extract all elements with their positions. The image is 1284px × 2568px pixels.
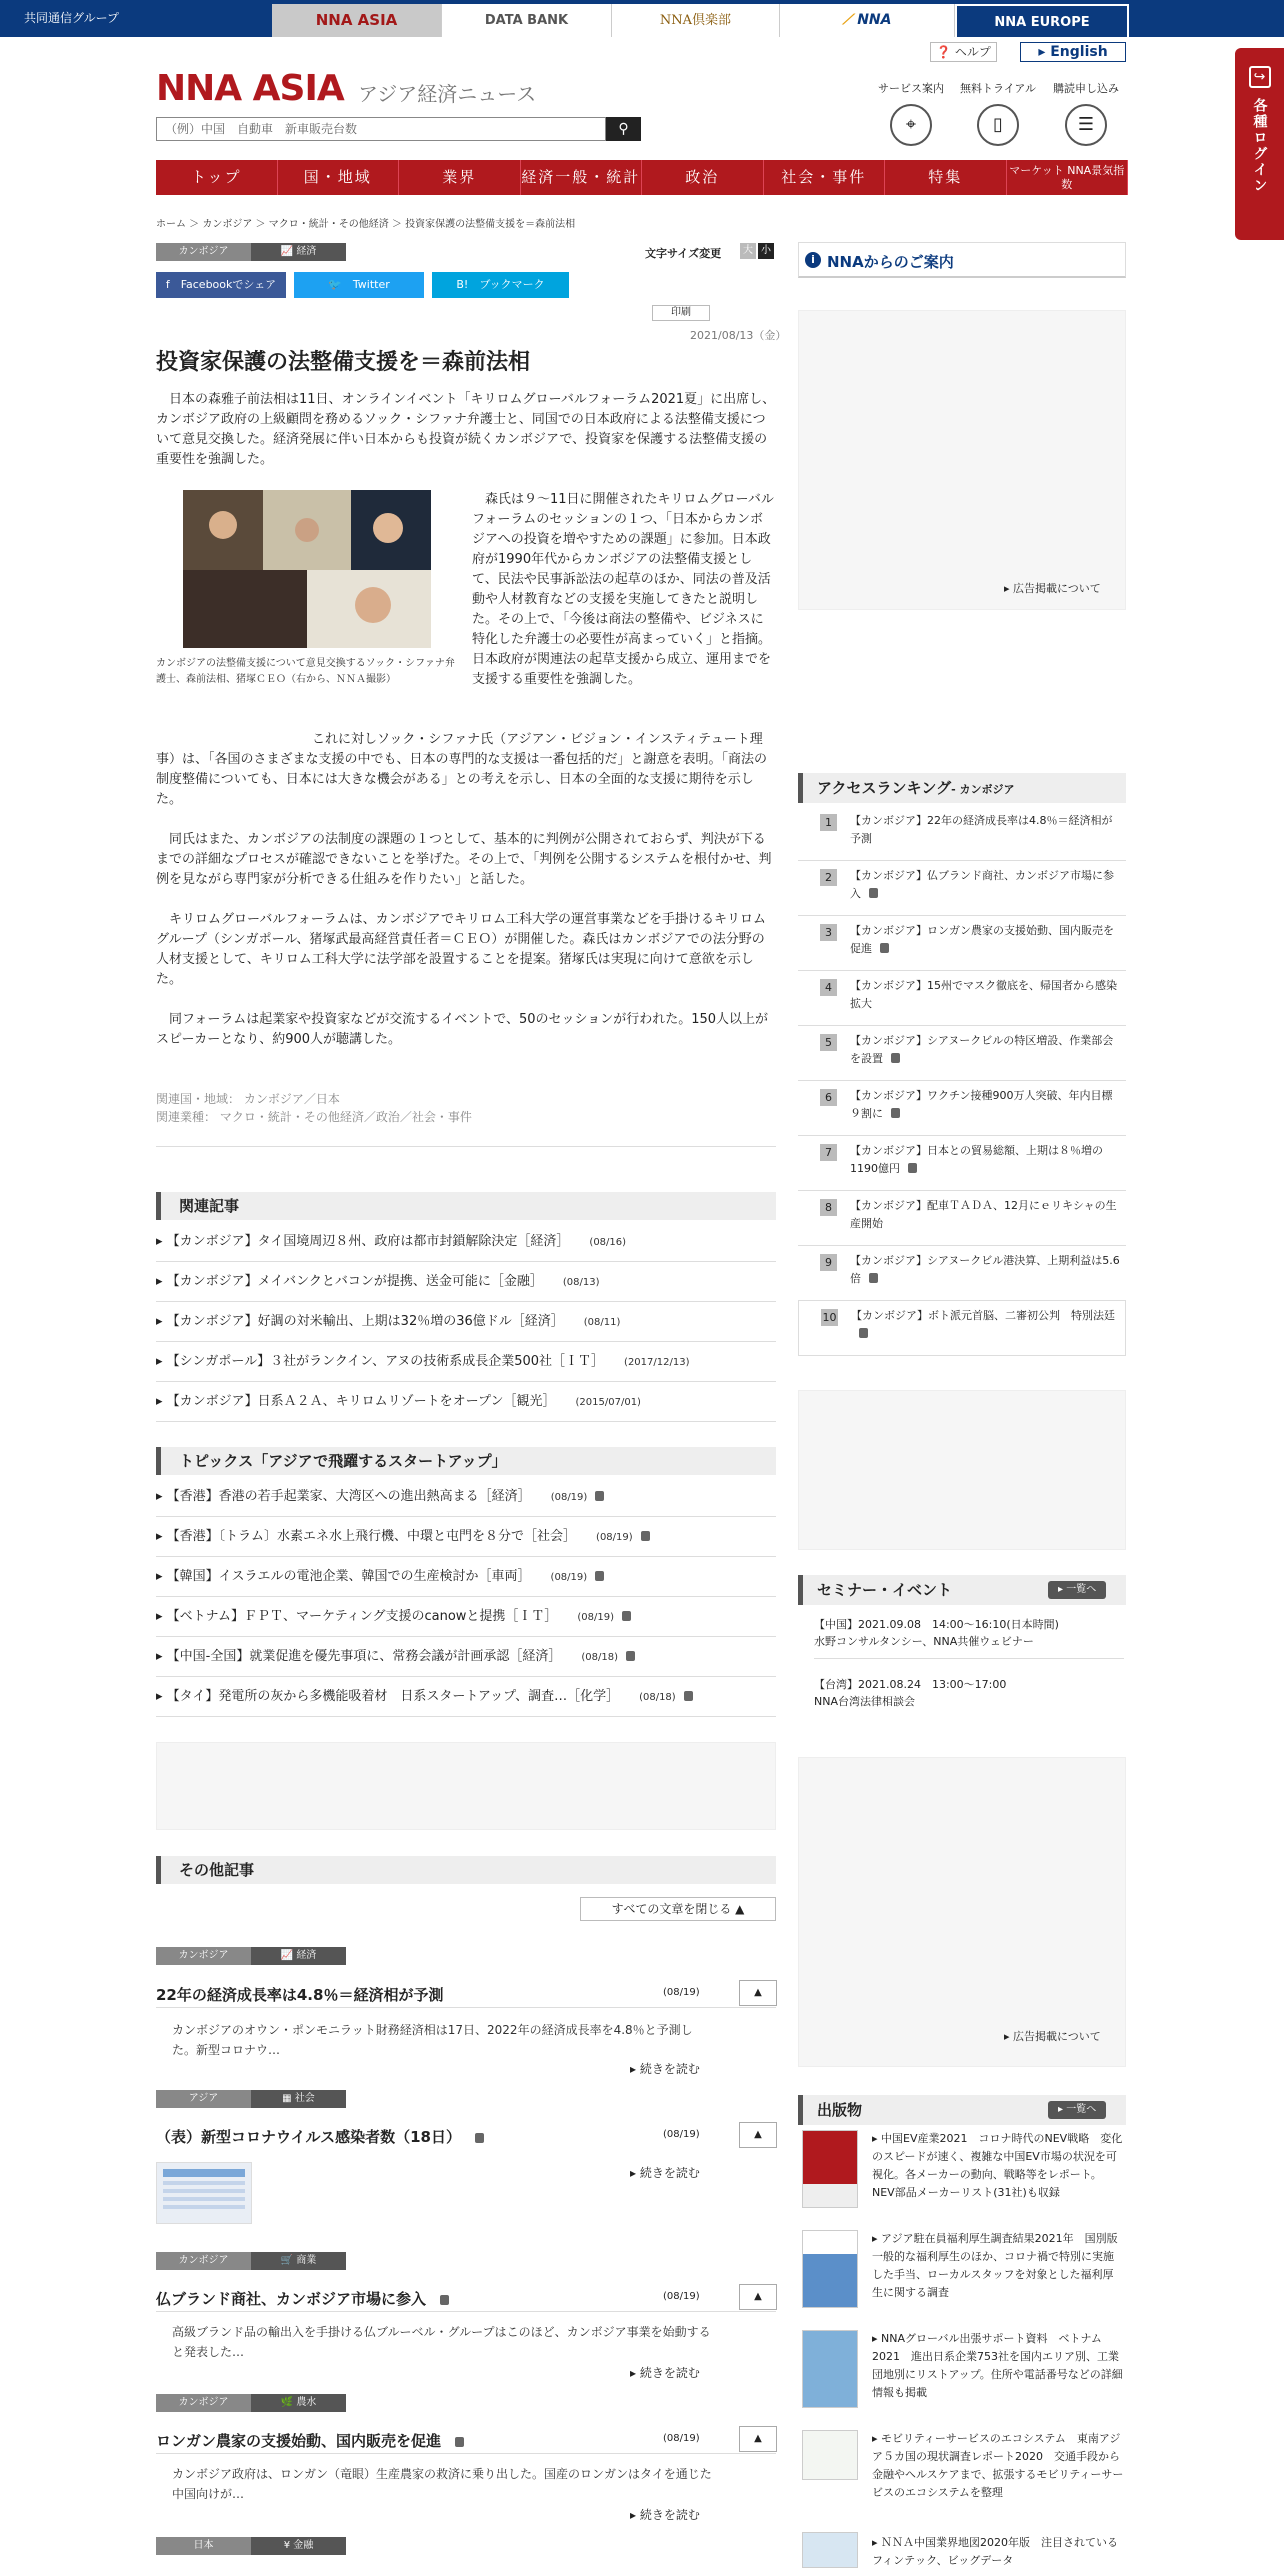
other-article-title-text: 仏ブランド商社、カンボジア市場に参入 — [156, 2290, 427, 2308]
list-item[interactable]: ▸ 【シンガポール】３社がランクイン、アヌの技術系成長企業500社［ＩＴ］ (2017/12/13) — [156, 1342, 776, 1382]
list-all-label: 一覧へ — [1066, 1584, 1097, 1595]
item-text: 【カンボジア】日系Ａ２Ａ、キリロムリゾートをオープン［観光］ — [166, 1394, 556, 1409]
read-more-label: 続きを読む — [639, 2366, 700, 2380]
list-item[interactable]: ▸ 【ベトナム】ＦＰＴ、マーケティング支援のcanowと提携［ＩＴ］ (08/19) — [156, 1597, 776, 1637]
other-article-title[interactable]: 22年の経済成長率は4.8％＝経済相が予測 — [156, 1986, 444, 2004]
article-paragraph-5: キリロムグローバルフォーラムは、カンボジアでキリロム工科大学の運営事業などを手掛けるキリロムグループ（シンガポール、猪塚武最高経営責任者＝ＣＥＯ）が開催した。森氏はカンボジアでの法分野の人材支援として、キリロム工科大学に法学部を設置することを提案。猪塚氏は実現に向けて意欲を示した。 — [156, 912, 766, 987]
ranking-item[interactable] — [798, 1136, 1126, 1191]
other-article-title-text: （表）新型コロナウイルス感染者数（18日） — [156, 2128, 461, 2146]
other-article-date: (08/19) — [663, 2291, 700, 2302]
rank-title-text: 【カンボジア】日本との貿易総額、上期は８％増の1190億円 — [850, 1144, 1103, 1175]
other-article-date: (08/19) — [663, 2433, 700, 2444]
read-more-link[interactable]: ▸ 続きを読む — [630, 2062, 700, 2076]
lock-icon — [622, 1611, 631, 1621]
service-guide-label: サービス案内 — [878, 82, 944, 95]
tag-category-label: 農水 — [296, 2397, 317, 2408]
info-icon: i — [805, 252, 821, 268]
crumb-category[interactable]: マクロ・統計・その他経済 — [268, 219, 389, 230]
coin-icon: ¥ — [283, 2540, 291, 2551]
item-date: (08/13) — [562, 1277, 600, 1288]
seminar-item[interactable] — [814, 1676, 1124, 1710]
related-industries[interactable]: 関連業種： マクロ・統計・その他経済／政治／社会・事件 — [156, 1110, 472, 1124]
item-date: (08/19) — [550, 1572, 588, 1583]
publication-cover[interactable] — [802, 2230, 858, 2308]
free-trial-label: 無料トライアル — [960, 82, 1036, 95]
read-more-label: 続きを読む — [639, 2062, 700, 2076]
photo-caption: カンボジアの法整備支援について意見交換するソック・シファナ弁護士、森前法相、猪塚ＣＥＯ（右から、ＮＮＡ撮影） — [156, 658, 455, 685]
facebook-label: Facebookでシェア — [180, 278, 277, 291]
item-date: (08/16) — [589, 1237, 627, 1248]
list-item[interactable]: ▸ 【韓国】イスラエルの電池企業、韓国での生産検討か［車両］ (08/19) — [156, 1557, 776, 1597]
breadcrumb: ホーム ＞ カンボジア ＞ マクロ・統計・その他経済 ＞ 投資家保護の法整備支援を＝森前法相 — [156, 219, 576, 230]
tag-category[interactable] — [251, 1947, 346, 1965]
seminar-date: 【中国】2021.09.08 14:00～16:10(日本時間) — [814, 1618, 1059, 1631]
rank-title-text: 【カンボジア】シアヌークビル港決算、上期利益は5.6倍 — [850, 1254, 1120, 1285]
item-text: 【カンボジア】メイバンクとバコンが提携、送金可能に［金融］ — [166, 1274, 543, 1289]
other-article-header[interactable] — [156, 2114, 776, 2150]
ad-box-top[interactable] — [798, 310, 1126, 610]
map-pin-icon: ⌖ — [890, 104, 932, 146]
rank-title — [851, 1307, 1121, 1343]
topics-list — [156, 1477, 776, 1717]
lock-icon — [869, 1273, 878, 1283]
rank-title: 【カンボジア】22年の経済成長率は4.8％＝経済相が予測 — [850, 814, 1113, 845]
list-item[interactable]: ▸ 【香港】〔トラム〕水素エネ水上飛行機、中環と屯門を８分で［社会］ (08/19) — [156, 1517, 776, 1557]
ranking-heading — [798, 773, 1126, 803]
tab-nna-club[interactable]: NNA倶楽部 — [612, 4, 780, 37]
publication-text[interactable]: ▸ 中国EV産業2021 コロナ時代のNEV戦略 変化のスピードが速く、複雑な中国EV市場の状況を可視化。各メーカーの動向、戦略等をレポート。NEV部品メーカーリスト(31社)も収録 — [872, 2132, 1123, 2199]
chart-icon: 📈 — [280, 1950, 294, 1961]
article-paragraph-1: 日本の森雅子前法相は11日、オンラインイベント「キリロムグローバルフォーラム2021夏」に出席し、カンボジア政府の上級顧問を務めるソック・シファナ弁護士と、同国での日本政府による法整備支援について意見交換した。経済発展に伴い日本からも投資が続くカンボジアで、投資家を保護する法整備支援の重要性を強調した。 — [156, 392, 776, 467]
rank-number: 7 — [820, 1144, 837, 1161]
divider — [156, 1146, 776, 1147]
topics-heading: トピックス「アジアで飛躍するスタートアップ」 — [156, 1447, 776, 1475]
lock-icon — [891, 1053, 900, 1063]
building-icon: ▦ — [282, 2093, 292, 2104]
tag-country[interactable]: カンボジア — [156, 2394, 251, 2412]
tag-country[interactable]: カンボジア — [156, 2252, 251, 2270]
tab-data-bank[interactable]: DATA BANK — [442, 4, 612, 37]
tag-category-label: 金融 — [293, 2540, 314, 2551]
list-item[interactable]: ▸ 【カンボジア】メイバンクとバコンが提携、送金可能に［金融］ (08/13) — [156, 1262, 776, 1302]
lock-icon — [626, 1651, 635, 1661]
facebook-share-button[interactable] — [156, 272, 286, 298]
publication-desc: NNAグローバル出張サポート資料 ベトナム2021 進出日系企業753社を国内エリア別、工業団地別にリストアップ。住所や電話番号などの詳細情報も掲載 — [872, 2332, 1123, 2399]
ad-info-link[interactable]: ▸ 広告掲載について — [1004, 582, 1101, 595]
collapse-button[interactable] — [739, 2284, 777, 2310]
publications-list-all-button[interactable]: ▸ 一覧へ — [1048, 2101, 1106, 2119]
lock-icon — [684, 1691, 693, 1701]
login-icon: ↪ — [1249, 66, 1271, 88]
item-date: (08/19) — [550, 1492, 588, 1503]
seminar-date: 【台湾】2021.08.24 13:00～17:00 — [814, 1678, 1007, 1691]
ranking-item[interactable] — [798, 971, 1126, 1026]
tag-category[interactable] — [251, 243, 346, 261]
article-title: 投資家保護の法整備支援を＝森前法相 — [156, 350, 531, 375]
crumb-country[interactable]: カンボジア — [202, 219, 253, 230]
lock-icon — [641, 1531, 650, 1541]
help-label: ヘルプ — [954, 45, 991, 59]
subscribe-link[interactable] — [1041, 80, 1131, 146]
other-article-title[interactable] — [156, 2288, 449, 2309]
nav-politics[interactable]: 政治 — [642, 160, 764, 195]
publication-text[interactable]: ▸ NNAグローバル出張サポート資料 ベトナム2021 進出日系企業753社を国内エリア別、工業団地別にリストアップ。住所や電話番号などの詳細情報も掲載 — [872, 2332, 1123, 2399]
search-button[interactable] — [606, 117, 641, 141]
item-text: 【中国-全国】就業促進を優先事項に、常務会議が計画承認［経済］ — [166, 1649, 562, 1664]
list-item[interactable]: ▸ 【中国-全国】就業促進を優先事項に、常務会議が計画承認［経済］ (08/18) — [156, 1637, 776, 1677]
seminar-title: セミナー・イベント — [817, 1581, 953, 1599]
publication-cover[interactable] — [802, 2330, 858, 2408]
seminar-title-text: NNA台湾法律相談会 — [814, 1695, 915, 1708]
rank-title-text: 【カンボジア】ロンガン農家の支援始動、国内販売を促進 — [850, 924, 1114, 955]
document-icon: ☰ — [1065, 104, 1107, 146]
lock-icon — [595, 1571, 604, 1581]
tab-nna-europe[interactable]: NNA EUROPE — [955, 4, 1129, 37]
article-paragraph-6: 同フォーラムは起業家や投資家などが交流するイベントで、50のセッションが行われた。150人以上がスピーカーとなり、約900人が聴講した。 — [156, 1012, 769, 1047]
rank-number: 6 — [820, 1089, 837, 1106]
rank-number: 5 — [820, 1034, 837, 1051]
lock-icon — [880, 943, 889, 953]
item-date: (08/19) — [596, 1532, 633, 1543]
group-label: 共同通信グループ — [24, 11, 120, 25]
nav-industry[interactable]: 業界 — [399, 160, 521, 195]
read-more-link[interactable]: ▸ 続きを読む — [630, 2508, 700, 2522]
ranking-item[interactable] — [798, 861, 1126, 916]
close-all-button[interactable]: すべての文章を閉じる ▲ — [580, 1897, 776, 1921]
ad-box-middle[interactable] — [798, 1390, 1126, 1550]
rank-title — [850, 1032, 1120, 1068]
tag-category[interactable] — [251, 2537, 346, 2555]
leaf-icon: 🌿 — [280, 2397, 294, 2408]
item-date: (08/11) — [583, 1317, 621, 1328]
list-all-label: 一覧へ — [1066, 2104, 1097, 2115]
ranking-item[interactable] — [798, 1191, 1126, 1246]
english-button[interactable]: ▸ English — [1020, 42, 1126, 62]
collapse-button[interactable] — [739, 2426, 777, 2452]
site-subtitle: アジア経済ニュース — [358, 82, 537, 106]
rank-number: 3 — [820, 924, 837, 941]
tag-category-label: 社会 — [294, 2093, 315, 2104]
free-trial-link[interactable] — [953, 80, 1043, 146]
rank-title-text: 【カンボジア】ワクチン接種900万人突破、年内目標９割に — [850, 1089, 1113, 1120]
other-article-summary: カンボジア政府は、ロンガン（竜眼）生産農家の救済に乗り出した。国産のロンガンはタイを通じた中国向けが… — [172, 2467, 712, 2501]
item-date: (2015/07/01) — [575, 1397, 641, 1408]
publication-cover[interactable] — [802, 2430, 858, 2480]
lock-icon — [595, 1491, 604, 1501]
rank-title-text: 【カンボジア】シアヌークビルの特区増設、作業部会を設置 — [850, 1034, 1114, 1065]
nav-region[interactable]: 国・地域 — [278, 160, 400, 195]
ad-info-link[interactable]: ▸ 広告掲載について — [1004, 2030, 1101, 2043]
ranking-item[interactable] — [798, 916, 1126, 971]
rank-number: 10 — [822, 1311, 837, 1324]
other-article-summary: カンボジアのオウン・ポンモニラット財務経済相は17日、2022年の経済成長率を4.8％と予測した。新型コロナウ… — [172, 2023, 693, 2057]
nav-special[interactable]: 特集 — [885, 160, 1007, 195]
rank-number: 4 — [820, 979, 837, 996]
seminar-title-text: 水野コンサルタンシー、NNA共催ウェビナー — [814, 1635, 1034, 1648]
chart-icon: 📈 — [280, 246, 294, 257]
item-date: (2017/12/13) — [624, 1357, 690, 1368]
thumbnail-table[interactable] — [156, 2162, 252, 2224]
list-item[interactable]: ▸ 【タイ】発電所の灰から多機能吸着材 日系スタートアップ、調査…［化学］ (08/18) — [156, 1677, 776, 1717]
chevron-up-icon: ▲ — [754, 1987, 762, 1998]
list-item[interactable]: ▸ 【香港】香港の若手起業家、大湾区への進出熱高まる［経済］ (08/19) — [156, 1477, 776, 1517]
item-date: (08/19) — [577, 1612, 615, 1623]
rank-title-text: 【カンボジア】ボト派元首脳、二審初公判 特別法廷 — [851, 1309, 1115, 1322]
site-logo[interactable]: NNA ASIA — [156, 68, 344, 109]
tab-nna-text: NNA — [857, 12, 892, 28]
publication-text[interactable]: ▸ アジア駐在員福利厚生調査結果2021年 国別版 一般的な福利厚生のほか、コロナ禍で特別に実施した手当、ローカルスタッフを対象とした福利厚生に関する調査 — [872, 2232, 1129, 2299]
read-more-label: 続きを読む — [639, 2508, 700, 2522]
item-text: 【香港】〔トラム〕水素エネ水上飛行機、中環と屯門を８分で［社会］ — [166, 1529, 577, 1544]
ranking-item[interactable] — [798, 1081, 1126, 1136]
side-login-label: 各種ログイン — [1251, 98, 1268, 194]
publication-desc: ＮＮＡ中国業界地図2020年版 注目されているフィンテック、ビッグデータ — [872, 2536, 1119, 2567]
other-article-header[interactable] — [156, 2418, 776, 2454]
ranking-title: アクセスランキング — [817, 779, 952, 797]
twitter-share-button[interactable] — [294, 272, 424, 298]
ad-banner-middle[interactable] — [156, 1742, 776, 1830]
rank-title — [850, 1252, 1120, 1288]
tag-country[interactable]: カンボジア — [156, 243, 251, 261]
tab-nna-asia[interactable]: NNA ASIA — [272, 4, 442, 37]
tag-country[interactable]: 日本 — [156, 2537, 251, 2555]
tag-country[interactable]: カンボジア — [156, 1947, 251, 1965]
lock-icon — [891, 1108, 900, 1118]
item-text: 【カンボジア】好調の対米輸出、上期は32％増の36億ドル［経済］ — [166, 1314, 564, 1329]
service-guide-link[interactable] — [866, 80, 956, 146]
other-article-header[interactable] — [156, 2276, 776, 2312]
item-text: 【香港】香港の若手起業家、大湾区への進出熱高まる［経済］ — [166, 1489, 531, 1504]
hatena-icon: B! — [456, 278, 469, 291]
read-more-link[interactable]: ▸ 続きを読む — [630, 2166, 700, 2180]
seminar-list-all-button[interactable]: ▸ 一覧へ — [1048, 1581, 1106, 1599]
twitter-icon: 🐦 — [328, 278, 342, 291]
ranking-item[interactable] — [798, 1301, 1126, 1356]
tag-category[interactable] — [251, 2394, 346, 2412]
print-button[interactable]: 印刷 — [652, 305, 710, 321]
nav-top[interactable]: トップ — [156, 160, 278, 195]
rank-number: 9 — [820, 1254, 837, 1271]
article-paragraph-4: 同氏はまた、カンボジアの法制度の課題の１つとして、基本的に判例が公開されておらず、判決が下るまでの詳細なプロセスが確認できないことを挙げた。その上で、「判例を公開するシステムを根付かせ、判例を見ながら専門家が分析できる仕組みを作りたい」と話した。 — [156, 832, 772, 887]
publication-cover[interactable] — [802, 2130, 858, 2208]
rank-number: 1 — [820, 814, 837, 831]
font-large-button[interactable]: 大 — [740, 243, 756, 259]
chevron-up-icon: ▲ — [754, 2433, 762, 2444]
hatena-label: ブックマーク — [479, 278, 545, 291]
help-icon: ❓ — [936, 45, 952, 59]
read-more-label: 続きを読む — [639, 2166, 700, 2180]
list-item[interactable]: ▸ 【カンボジア】タイ国境周辺８州、政府は都市封鎖解除決定［経済］ (08/16) — [156, 1222, 776, 1262]
rank-title — [850, 1142, 1120, 1178]
cart-icon: 🛒 — [280, 2255, 294, 2266]
other-article-date: (08/19) — [663, 1987, 700, 1998]
notice-title: NNAからのご案内 — [827, 253, 954, 271]
lock-icon — [908, 1163, 917, 1173]
tag-category[interactable] — [251, 2252, 346, 2270]
tag-country[interactable]: アジア — [156, 2090, 251, 2108]
item-text: 【シンガポール】３社がランクイン、アヌの技術系成長企業500社［ＩＴ］ — [166, 1354, 605, 1369]
ad-info-label: 広告掲載について — [1013, 2030, 1101, 2043]
ranking-item[interactable] — [798, 1026, 1126, 1081]
other-article-title[interactable] — [156, 2126, 484, 2147]
ad-box-bottom[interactable] — [798, 1757, 1126, 2067]
rank-title: 【カンボジア】配車ＴＡＤＡ、12月にｅリキシャの生産開始 — [850, 1199, 1117, 1230]
nav-society[interactable]: 社会・事件 — [764, 160, 886, 195]
collapse-button[interactable] — [739, 2122, 777, 2148]
others-heading: その他記事 — [156, 1856, 776, 1884]
crumb-home[interactable]: ホーム — [156, 219, 186, 230]
item-text: 【ベトナム】ＦＰＴ、マーケティング支援のcanowと提携［ＩＴ］ — [166, 1609, 558, 1624]
lock-icon — [475, 2133, 484, 2143]
seminar-item[interactable] — [814, 1616, 1124, 1659]
lock-icon — [869, 888, 878, 898]
publication-cover[interactable] — [802, 2532, 858, 2568]
ranking-item[interactable] — [798, 806, 1126, 861]
other-article-title-text: ロンガン農家の支援始動、国内販売を促進 — [156, 2432, 442, 2450]
other-article-header[interactable] — [156, 1972, 776, 2008]
tag-category[interactable] — [251, 2090, 346, 2108]
book-icon: ▯ — [977, 104, 1019, 146]
publication-desc: 中国EV産業2021 コロナ時代のNEV戦略 変化のスピードが速く、複雑な中国EV市場の状況を可視化。各メーカーの動向、戦略等をレポート。NEV部品メーカーリスト(31社)も収録 — [872, 2132, 1123, 2199]
article-date: 2021/08/13（金） — [690, 329, 787, 342]
item-text: 【カンボジア】タイ国境周辺８州、政府は都市封鎖解除決定［経済］ — [166, 1234, 570, 1249]
help-button[interactable] — [930, 42, 997, 62]
publication-text[interactable]: ▸ モビリティーサービスのエコシステム 東南アジア５カ国の現状調査レポート2020 交通手段から金融やヘルスケアまで、拡張するモビリティーサービスのエコシステムを整理 — [872, 2432, 1124, 2499]
other-article-title[interactable] — [156, 2430, 464, 2451]
nav-market[interactable]: マーケット NNA景気指数 — [1007, 160, 1129, 195]
chevron-up-icon: ▲ — [754, 2129, 762, 2140]
list-item[interactable]: ▸ 【カンボジア】好調の対米輸出、上期は32％増の36億ドル［経済］ (08/11) — [156, 1302, 776, 1342]
subscribe-label: 購読申し込み — [1053, 82, 1119, 95]
publication-desc: モビリティーサービスのエコシステム 東南アジア５カ国の現状調査レポート2020 交通手段から金融やヘルスケアまで、拡張するモビリティーサービスのエコシステムを整理 — [872, 2432, 1124, 2499]
related-regions[interactable]: 関連国・地域： カンボジア／日本 — [156, 1092, 340, 1106]
ranking-item[interactable] — [798, 1246, 1126, 1301]
item-date: (08/18) — [581, 1652, 618, 1663]
other-article-summary: 高級ブランド品の輸出入を手掛ける仏ブルーベル・グループはこのほど、カンボジア事業を始動すると発表した… — [172, 2325, 711, 2359]
tab-nna-logo[interactable]: ⟋ NNA — [780, 4, 955, 37]
rank-title — [850, 922, 1120, 958]
search-input[interactable]: （例）中国 自動車 新車販売台数 — [156, 117, 606, 141]
item-date: (08/18) — [639, 1692, 676, 1703]
tag-category-label: 経済 — [296, 246, 317, 257]
publication-text[interactable]: ▸ ＮＮＡ中国業界地図2020年版 注目されているフィンテック、ビッグデータ — [872, 2536, 1119, 2567]
rank-title-text: 【カンボジア】仏ブランド商社、カンボジア市場に参入 — [850, 869, 1114, 900]
hatena-bookmark-button[interactable] — [432, 272, 569, 298]
item-text: 【タイ】発電所の灰から多機能吸着材 日系スタートアップ、調査…［化学］ — [166, 1689, 620, 1704]
notice-panel-header — [798, 242, 1126, 278]
collapse-button[interactable] — [739, 1980, 777, 2006]
chevron-up-icon: ▲ — [754, 2291, 762, 2302]
lock-icon — [859, 1328, 868, 1338]
list-item[interactable]: ▸ 【カンボジア】日系Ａ２Ａ、キリロムリゾートをオープン［観光］ (2015/07/01) — [156, 1382, 776, 1422]
item-text: 【韓国】イスラエルの電池企業、韓国での生産検討か［車両］ — [166, 1569, 531, 1584]
nav-economy[interactable]: 経済一般・統計 — [521, 160, 643, 195]
rank-number: 2 — [820, 869, 837, 886]
rank-title: 【カンボジア】15州でマスク徹底を、帰国者から感染拡大 — [850, 979, 1117, 1010]
tag-category-label: 経済 — [296, 1950, 317, 1961]
publications-title: 出版物 — [817, 2101, 863, 2119]
rank-title — [850, 1087, 1120, 1123]
main-nav — [156, 160, 1128, 195]
read-more-link[interactable]: ▸ 続きを読む — [630, 2366, 700, 2380]
publication-desc: アジア駐在員福利厚生調査結果2021年 国別版 一般的な福利厚生のほか、コロナ禍で特別に実施した手当、ローカルスタッフを対象とした福利厚生に関する調査 — [872, 2232, 1129, 2299]
facebook-icon: f — [165, 278, 170, 291]
article-paragraph-2: 森氏は９～11日に開催されたキリロムグローバルフォーラムのセッションの１つ、「日本からカンボジアへの投資を増やすための課題」に参加。日本政府が1990年代からカンボジアの法整備支援として、民法や民事訴訟法の起草のほか、同法の普及活動や人材教育などの支援を実施してきたと説明した。その上で、「今後は商法の整備や、ビジネスに特化した弁護士の必要性が高まっていく」と指摘。日本政府が関連法の起草支援から成立、運用までを支援する重要性を強調した。 — [472, 492, 774, 687]
lock-icon — [455, 2437, 464, 2447]
ranking-sub: - カンボジア — [951, 783, 1015, 796]
twitter-label: Twitter — [352, 278, 390, 291]
side-login-button[interactable] — [1235, 48, 1284, 240]
related-list — [156, 1222, 776, 1422]
font-small-button[interactable]: 小 — [758, 243, 774, 259]
ad-info-label: 広告掲載について — [1013, 582, 1101, 595]
related-heading: 関連記事 — [156, 1192, 776, 1220]
other-article-date: (08/19) — [663, 2129, 700, 2140]
english-label: English — [1050, 44, 1108, 60]
crumb-current: 投資家保護の法整備支援を＝森前法相 — [405, 219, 576, 230]
font-size-label: 文字サイズ変更 — [645, 247, 722, 260]
article-photo — [183, 490, 431, 648]
rank-number: 8 — [820, 1199, 837, 1216]
rank-title — [850, 867, 1120, 903]
lock-icon — [440, 2295, 449, 2305]
article-paragraph-3: これに対しソック・シファナ氏（アジアン・ビジョン・インスティテュート理事）は、「各国のさまざまな支援の中でも、日本の専門的な支援は一番包括的だ」と謝意を表明。「商法の制度整備についても、日本には大きな機会がある」との考えを示し、日本の全面的な支援に期待を示した。 — [156, 732, 768, 807]
close-all-label: すべての文章を閉じる — [611, 1902, 732, 1916]
search-icon: ⚲ — [618, 121, 629, 137]
tag-category-label: 商業 — [296, 2255, 317, 2266]
